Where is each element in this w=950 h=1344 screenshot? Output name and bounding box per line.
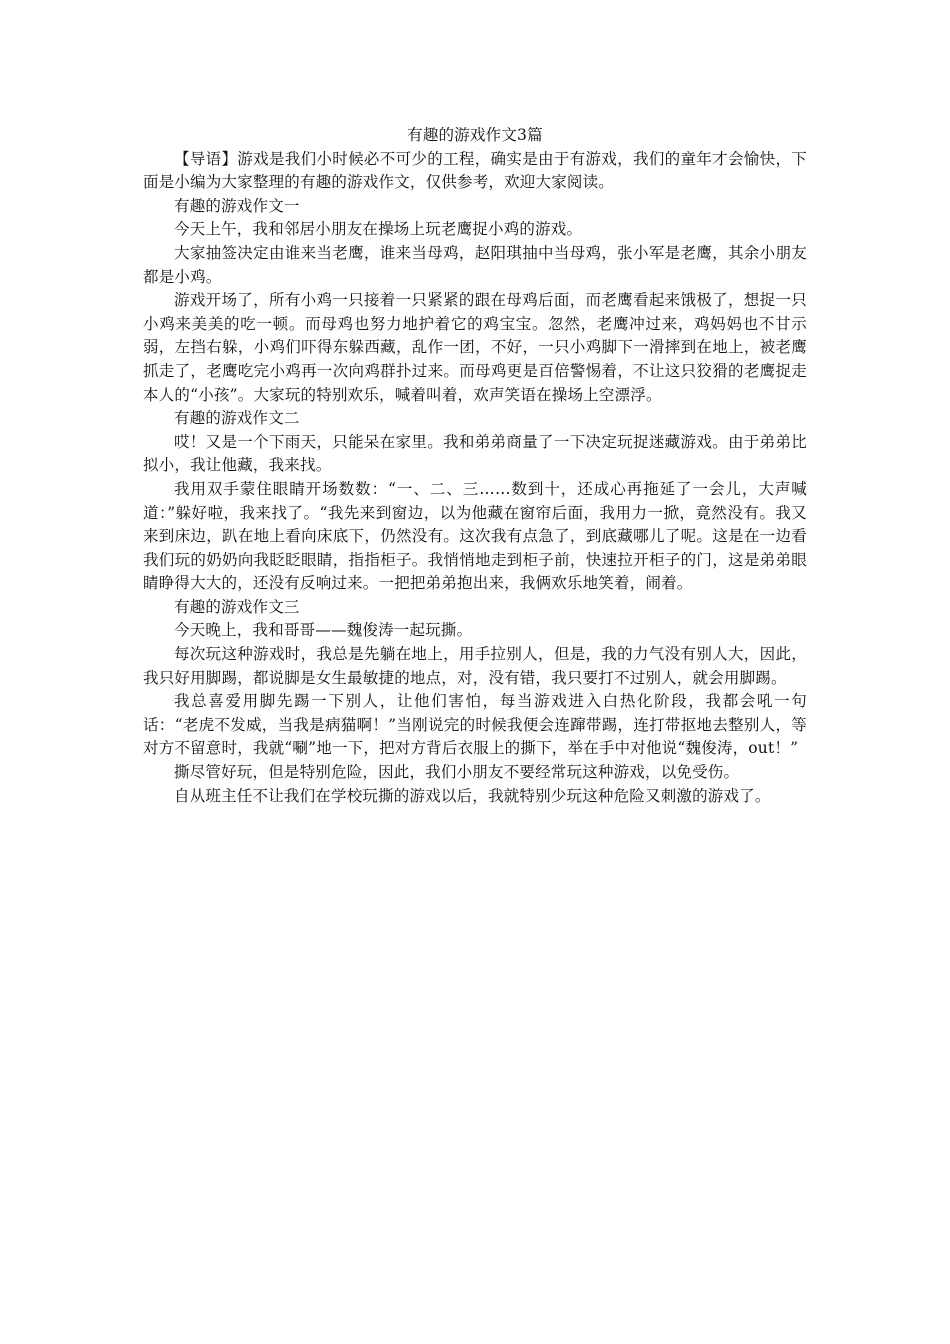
document-title: 有趣的游戏作文3篇 (407, 126, 543, 144)
essay-2-heading: 有趣的游戏作文二 (174, 409, 300, 428)
essay-3-paragraph: 每次玩这种游戏时，我总是先躺在地上，用手拉别人，但是，我的力气没有别人大，因此，我只好用脚踢，都说脚是女生最敏捷的地点，对，没有错，我只要打不过别人，就会用脚踢。 (143, 645, 807, 687)
document-page (143, 124, 807, 808)
essay-3-paragraph: 今天晚上，我和哥哥——魏俊涛一起玩撕。 (174, 621, 473, 640)
essay-1-paragraph: 游戏开场了，所有小鸡一只接着一只紧紧的跟在母鸡后面，而老鹰看起来饿极了，想捉一只小鸡来美美的吃一顿。而母鸡也努力地护着它的鸡宝宝。忽然，老鹰冲过来，鸡妈妈也不甘示弱，左挡右躲，小鸡们吓得东躲西藏，乱作一团，不好，一只小鸡脚下一滑摔到在地上，被老鹰抓走了，老鹰吃完小鸡再一次向鸡群扑过来。而母鸡更是百倍警惕着，不让这只狡猾的老鹰捉走本人的“小孩”。大家玩的特别欢乐，喊着叫着，欢声笑语在操场上空漂浮。 (143, 291, 807, 404)
essay-2-paragraph: 我用双手蒙住眼睛开场数数：“一、二、三……数到十，还成心再拖延了一会儿，大声喊道：”躲好啦，我来找了。“我先来到窗边，以为他藏在窗帘后面，我用力一掀，竟然没有。我又来到床边，趴在地上看向床底下，仍然没有。这次我有点急了，到底藏哪儿了呢。这是在一边看我们玩的奶奶向我眨眨眼睛，指指柜子。我悄悄地走到柜子前，快速拉开柜子的门，这是弟弟眼睛睁得大大的，还没有反响过来。一把把弟弟抱出来，我俩欢乐地笑着，闹着。 (143, 479, 807, 593)
essay-3-paragraph: 我总喜爱用脚先踢一下别人，让他们害怕，每当游戏进入白热化阶段，我都会吼一句话：“老虎不发威，当我是病猫啊！”当刚说完的时候我便会连蹿带踢，连打带抠地去整别人，等对方不留意时，我就“唰”地一下，把对方背后衣服上的撕下，举在手中对他说“魏俊涛，out！” (143, 692, 807, 758)
essay-1-heading: 有趣的游戏作文一 (174, 196, 300, 215)
intro-paragraph: 【导语】游戏是我们小时候必不可少的工程，确实是由于有游戏，我们的童年才会愉快，下面是小编为大家整理的有趣的游戏作文，仅供参考，欢迎大家阅读。 (143, 149, 807, 192)
essay-2-paragraph: 哎！又是一个下雨天，只能呆在家里。我和弟弟商量了一下决定玩捉迷藏游戏。由于弟弟比拟小，我让他藏，我来找。 (143, 432, 807, 475)
essay-3-heading: 有趣的游戏作文三 (174, 597, 300, 616)
essay-1-paragraph: 大家抽签决定由谁来当老鹰，谁来当母鸡，赵阳琪抽中当母鸡，张小军是老鹰，其余小朋友都是小鸡。 (143, 243, 807, 286)
essay-3-paragraph: 自从班主任不让我们在学校玩撕的游戏以后，我就特别少玩这种危险又刺激的游戏了。 (174, 786, 771, 805)
essay-1-paragraph: 今天上午，我和邻居小朋友在操场上玩老鹰捉小鸡的游戏。 (174, 220, 583, 239)
essay-3-paragraph: 撕尽管好玩，但是特别危险，因此，我们小朋友不要经常玩这种游戏，以免受伤。 (174, 763, 740, 782)
